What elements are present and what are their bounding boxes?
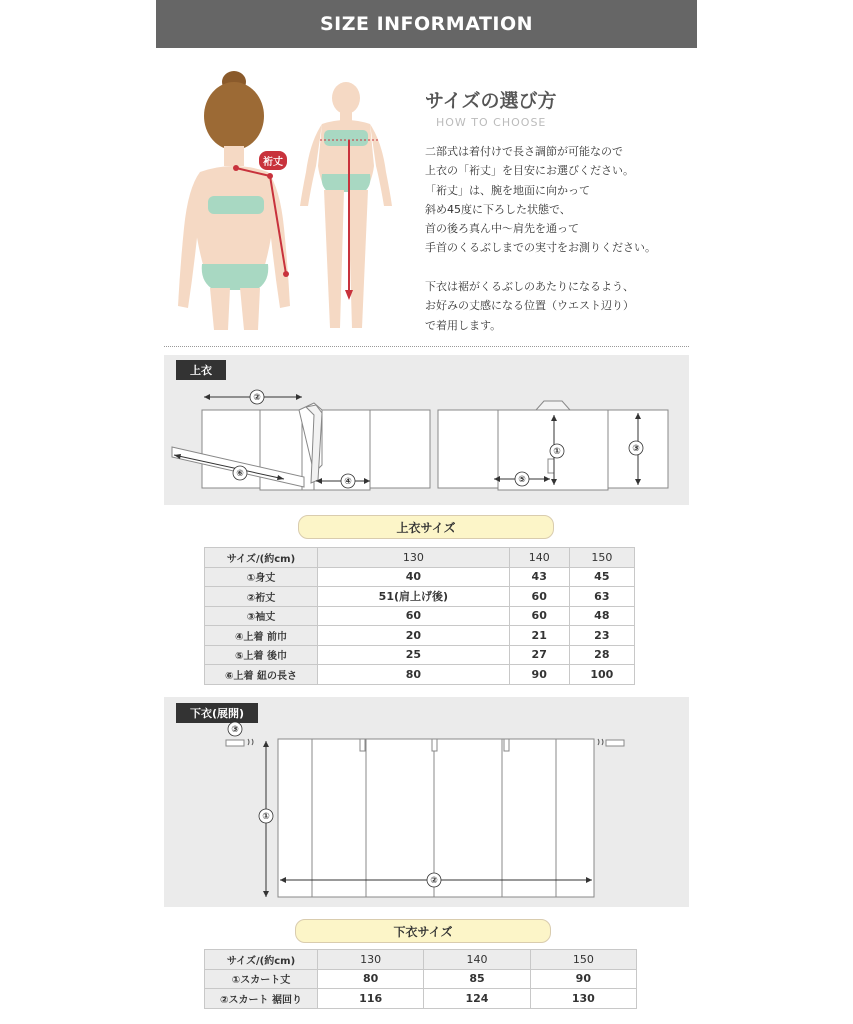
table-cell: 140 — [509, 548, 569, 568]
choose-subtitle: HOW TO CHOOSE — [436, 116, 547, 129]
desc-line — [425, 258, 656, 277]
upper-marker-5: ⑤ — [518, 475, 526, 485]
upper-marker-1: ① — [553, 447, 561, 457]
upper-size-table — [204, 547, 635, 685]
table-cell: 40 — [318, 567, 510, 587]
lower-marker-1: ① — [262, 812, 270, 822]
table-cell: 130 — [530, 989, 636, 1009]
table-cell: ⑤上着 後巾 — [205, 645, 318, 665]
table-cell: 27 — [509, 645, 569, 665]
table-cell: ①スカート丈 — [205, 969, 318, 989]
lower-size-pill-label: 下衣サイズ — [393, 924, 453, 939]
table-cell: 116 — [318, 989, 424, 1009]
table-cell: 90 — [530, 969, 636, 989]
yuki-label: 裄丈 — [263, 157, 283, 168]
desc-line: で着用します。 — [425, 318, 502, 332]
table-row — [205, 969, 637, 989]
table-cell: 63 — [569, 587, 634, 607]
back-view-figure — [170, 68, 300, 330]
table-cell: ①身丈 — [205, 567, 318, 587]
front-view-figure — [294, 82, 398, 332]
desc-line: 上衣の「裄丈」を目安にお選びください。 — [425, 164, 634, 178]
table-cell: ③袖丈 — [205, 606, 318, 626]
upper-garment-diagram — [164, 355, 689, 505]
table-cell: ⑥上着 紐の長さ — [205, 665, 318, 685]
table-cell: 21 — [509, 626, 569, 646]
table-cell: 60 — [318, 606, 510, 626]
upper-marker-3: ③ — [632, 444, 640, 454]
header-title: SIZE INFORMATION — [319, 13, 534, 35]
table-cell: 28 — [569, 645, 634, 665]
table-row — [205, 665, 635, 685]
desc-line: 首の後ろ真ん中〜肩先を通って — [425, 222, 579, 236]
upper-marker-2: ② — [253, 393, 261, 403]
table-cell: 124 — [424, 989, 530, 1009]
desc-line: 斜め45度に下ろした状態で、 — [425, 202, 571, 216]
table-cell: 85 — [424, 969, 530, 989]
desc-line: 「裄丈」は、腕を地面に向かって — [425, 183, 590, 197]
lower-marker-2: ② — [430, 876, 438, 886]
table-row — [205, 587, 635, 607]
table-cell: サイズ/(約cm) — [205, 548, 318, 568]
table-row — [205, 606, 635, 626]
desc-line: お好みの丈感になる位置（ウエスト辺り） — [425, 299, 634, 313]
upper-tag: 上衣 — [176, 360, 226, 380]
table-row — [205, 567, 635, 587]
table-cell: 80 — [318, 665, 510, 685]
table-cell: ②スカート 裾回り — [205, 989, 318, 1009]
yuki-label-badge — [259, 151, 287, 170]
table-cell: 51(肩上げ後) — [318, 587, 510, 607]
upper-size-pill-label: 上衣サイズ — [396, 520, 456, 535]
page-header — [156, 0, 697, 48]
lower-marker-3: ③ — [231, 725, 239, 735]
table-cell: 80 — [318, 969, 424, 989]
table-cell: 150 — [530, 950, 636, 970]
table-cell: 45 — [569, 567, 634, 587]
table-cell: 130 — [318, 950, 424, 970]
table-cell: サイズ/(約cm) — [205, 950, 318, 970]
table-header-row — [205, 548, 635, 568]
desc-line: 下衣は裾がくるぶしのあたりになるよう、 — [425, 280, 634, 294]
choose-title: サイズの選び方 — [425, 90, 557, 112]
lower-size-pill — [295, 919, 551, 943]
choose-description — [425, 142, 656, 335]
table-cell: 150 — [569, 548, 634, 568]
desc-line: 手首のくるぶしまでの実寸をお測りください。 — [425, 241, 656, 255]
table-header-row — [205, 950, 637, 970]
upper-size-pill — [298, 515, 554, 539]
table-cell: ④上着 前巾 — [205, 626, 318, 646]
table-cell: 60 — [509, 587, 569, 607]
upper-marker-4: ④ — [344, 477, 352, 487]
table-cell: 20 — [318, 626, 510, 646]
table-row — [205, 645, 635, 665]
lower-tag: 下衣(展開) — [176, 703, 258, 723]
table-cell: 25 — [318, 645, 510, 665]
table-cell: 140 — [424, 950, 530, 970]
table-cell: 100 — [569, 665, 634, 685]
table-cell: 90 — [509, 665, 569, 685]
table-cell: 23 — [569, 626, 634, 646]
lower-garment-diagram — [164, 697, 689, 907]
table-cell: 130 — [318, 548, 510, 568]
table-cell: ②裄丈 — [205, 587, 318, 607]
table-row — [205, 989, 637, 1009]
upper-marker-6: ⑥ — [236, 469, 244, 479]
table-row — [205, 626, 635, 646]
section-divider — [164, 346, 689, 347]
table-cell: 60 — [509, 606, 569, 626]
desc-line: 二部式は着付けで長さ調節が可能なので — [425, 145, 623, 158]
lower-size-table — [204, 949, 637, 1009]
table-cell: 43 — [509, 567, 569, 587]
table-cell: 48 — [569, 606, 634, 626]
